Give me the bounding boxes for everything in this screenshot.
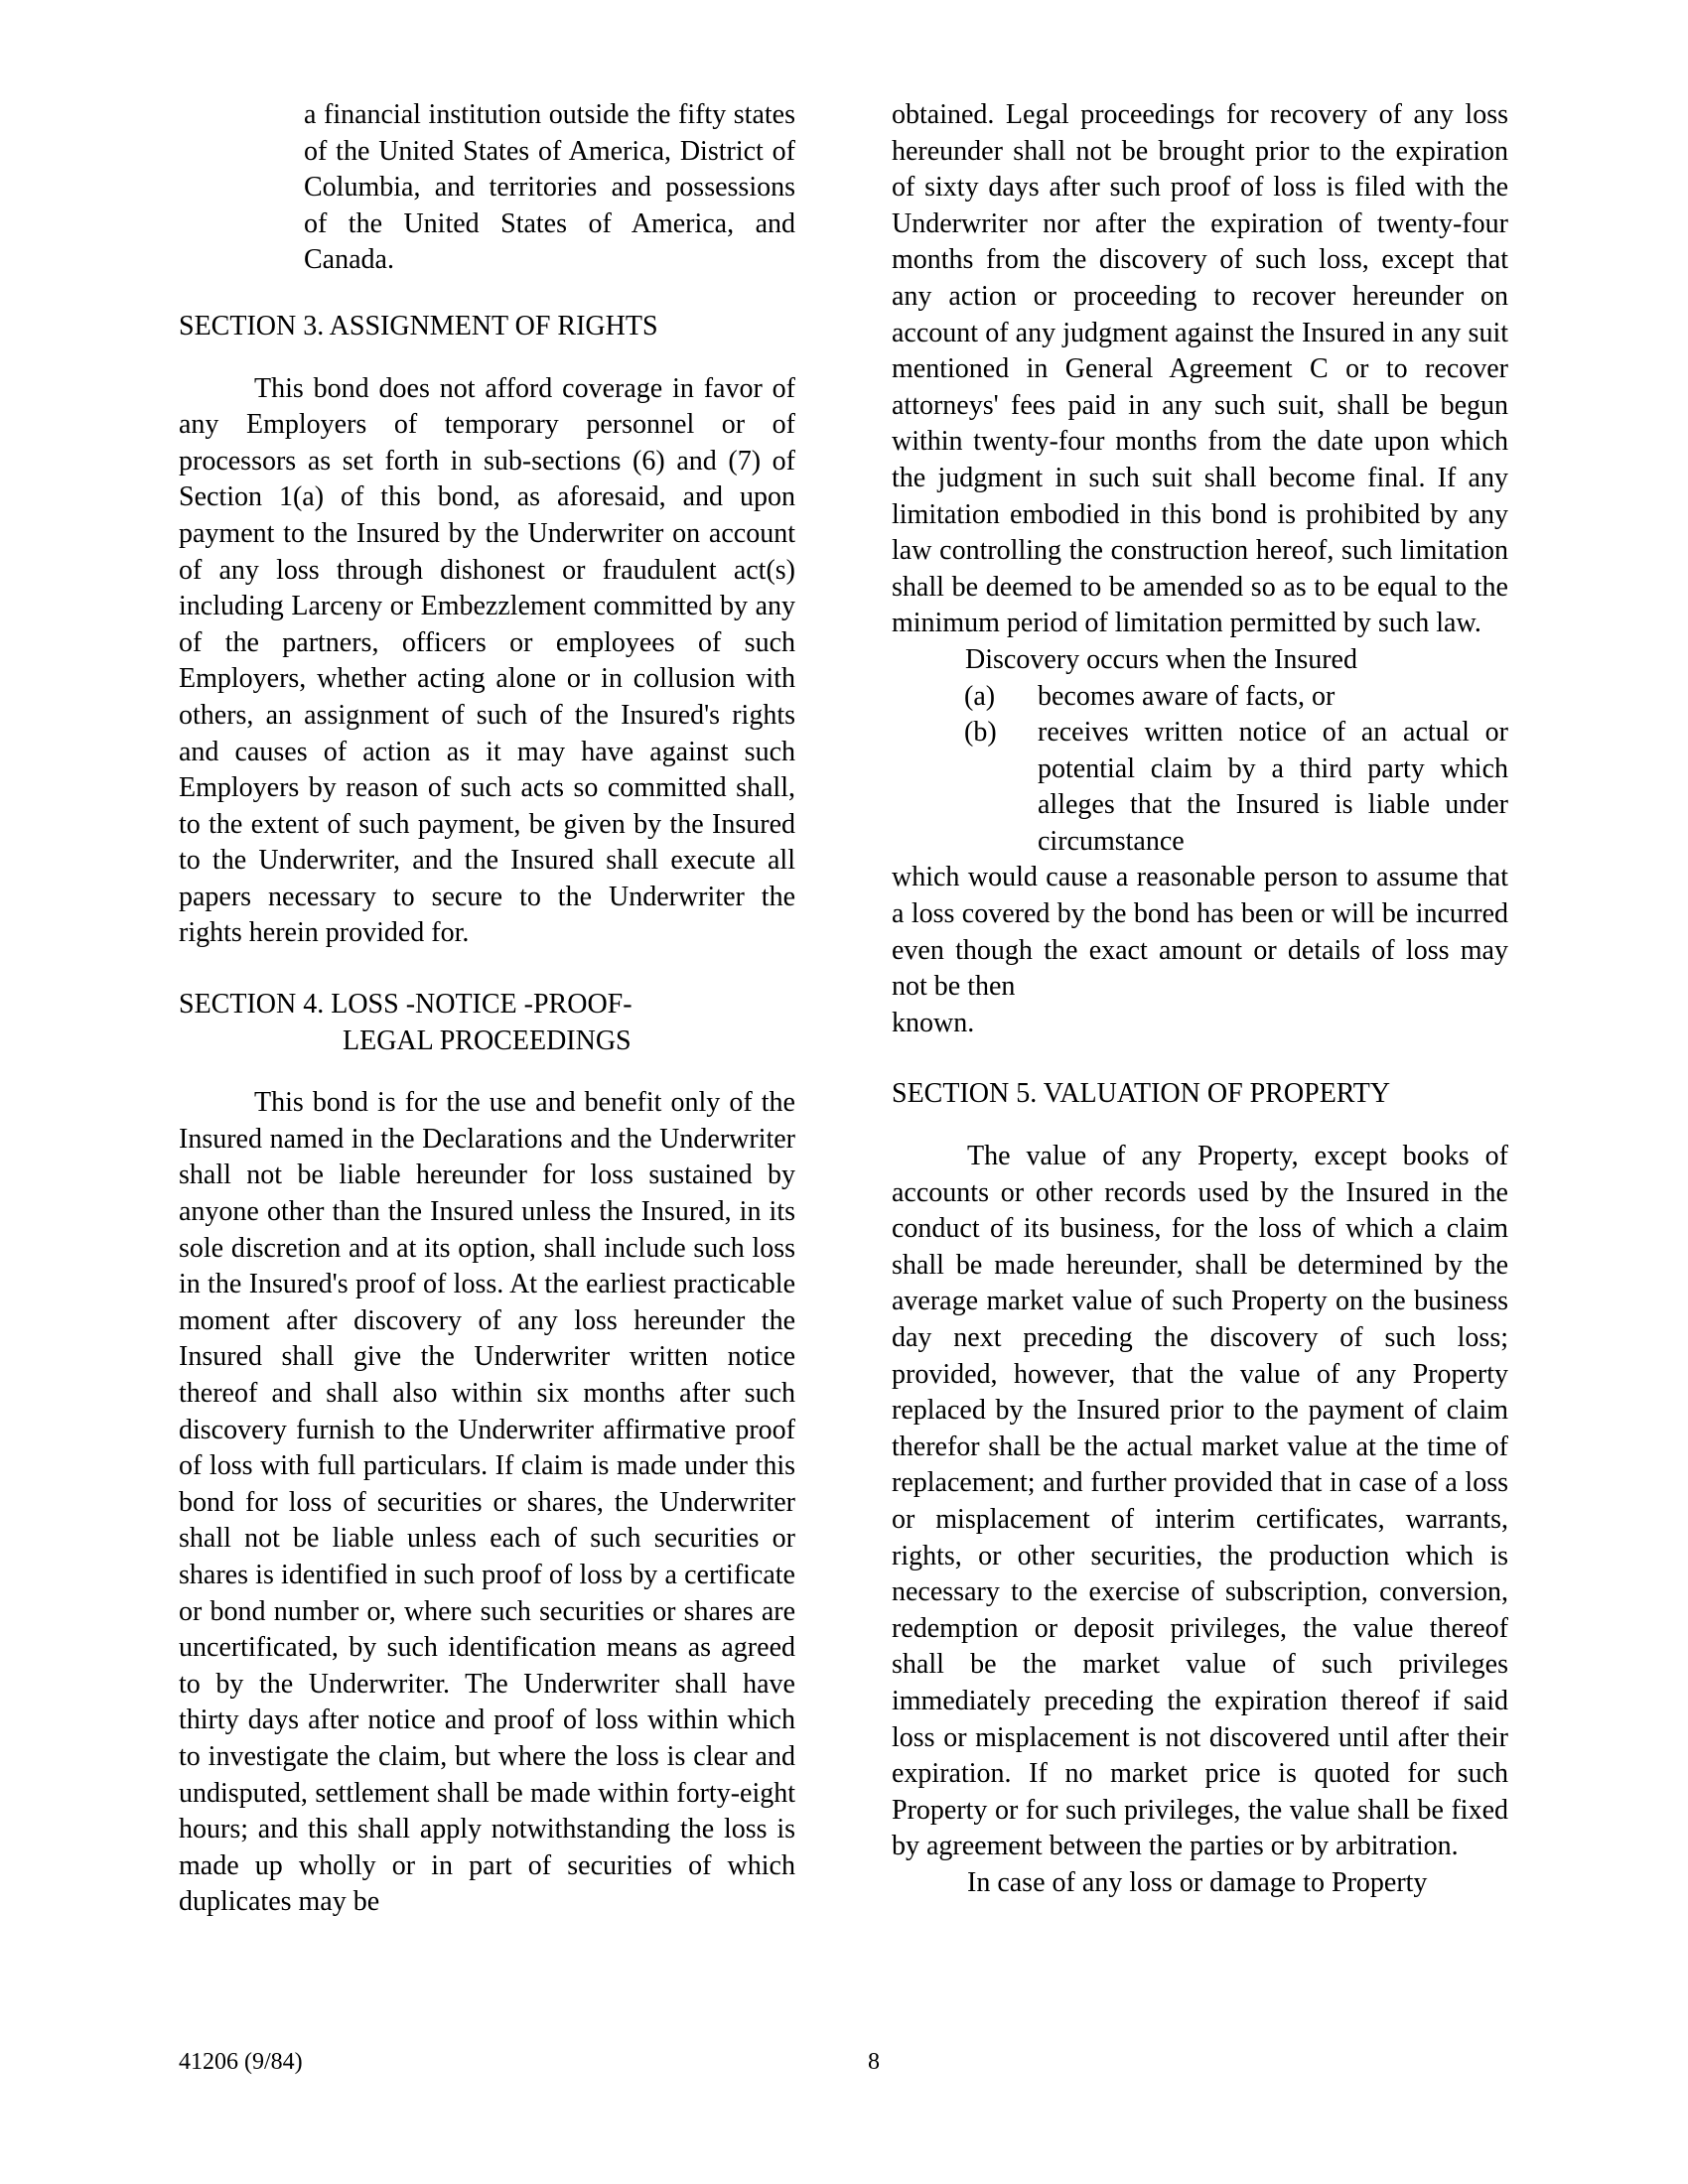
section-5-body: The value of any Property, except books of accounts or other records used by the Insured in the conduct of its business, for the loss of which a claim shall be made hereunder, shall be determined by the average market value of such Property on the business day next preceding the discovery of such loss; provided, however, that the value of any Property replaced by the Insured prior to the payment of claim therefor shall be the actual market value at the time of replacement; and further provided that in case of a loss or misplacement of interim certificates, warrants, rights, or other securities, the production which is necessary to the exercise of subscription, conversion, redemption or deposit privileges, the value thereof shall be the market value of such privileges immediately preceding the expiration thereof if said loss or misplacement is not discovered until after their expiration. If no market price is quoted for such Property or for such privileges, the value shall be fixed by agreement between the parties or by arbitration. (892, 1141, 1508, 1862)
page-number: 8 (868, 2049, 880, 2075)
discovery-tail-end: known. (892, 1007, 975, 1038)
discovery-item-label: (a) (964, 680, 996, 712)
form-number: 41206 (9/84) (179, 2049, 303, 2075)
section-4-heading-line-1: SECTION 4. LOSS -NOTICE -PROOF- (179, 989, 633, 1021)
discovery-intro: Discovery occurs when the Insured (965, 643, 1357, 675)
section-3-heading: SECTION 3. ASSIGNMENT OF RIGHTS (179, 310, 658, 341)
discovery-tail: which would cause a reasonable person to assume that a loss covered by the bond has been or will be incurred even though the exact amount or details of loss may not be then (892, 862, 1508, 1003)
discovery-item-b (892, 715, 1508, 860)
section-4-body: This bond is for the use and benefit only of the Insured named in the Declarations and the Underwriter shall not be liable hereunder for loss sustained by anyone other than the Insured unless the Insured, in its sole discretion and at its option, shall include such loss in the Insured's proof of loss. At the earliest practicable moment after discovery of any loss hereunder the Insured shall give the Underwriter written notice thereof and shall also within six months after such discovery furnish to the Underwriter affirmative proof of loss with full particulars. If claim is made under this bond for loss of securities or shares, the Underwriter shall not be liable unless each of such securities or shares is identified in such proof of loss by a certificate or bond number or, where such securities or shares are uncertificated, by such identification means as agreed to by the Underwriter. The Underwriter shall have thirty days after notice and proof of loss within which to investigate the claim, but where the loss is clear and undisputed, settlement shall be made within forty-eight hours; and this shall apply notwithstanding the loss is made up wholly or in part of securities of which duplicates may be (179, 1087, 795, 1918)
section-5-last-line: In case of any loss or damage to Property (967, 1866, 1428, 1898)
section-3-body: This bond does not afford coverage in favor of any Employers of temporary personnel or of processors as set forth in sub-sections (6) and (7) of Section 1(a) of this bond, as aforesaid, and upon payment to the Insured by the Underwriter on account of any loss through dishonest or fraudulent act(s) including Larceny or Embezzlement committed by any of the partners, officers or employees of such Employers, whether acting alone or in collusion with others, an assignment of such of the Insured's rights and causes of action as it may have against such Employers by reason of such acts so committed shall, to the extent of such payment, be given by the Insured to the Underwriter, and the Insured shall execute all papers necessary to secure to the Underwriter the rights herein provided for. (179, 372, 795, 949)
section-4-heading-line-2: LEGAL PROCEEDINGS (343, 1024, 632, 1056)
discovery-item-text: becomes aware of facts, or (1038, 680, 1336, 712)
section-4-continuation: obtained. Legal proceedings for recovery of any loss hereunder shall not be brought prior to the expiration of sixty days after such proof of loss is filed with the Underwriter nor after the expiration of twenty-four months from the discovery of such loss, except that any action or proceeding to recover hereunder on account of any judgment against the Insured in any suit mentioned in General Agreement C or to recover attorneys' fees paid in any such suit, shall be begun within twenty-four months from the date upon which the judgment in such suit shall become final. If any limitation embodied in this bond is prohibited by any law controlling the construction hereof, such limitation shall be deemed to be amended so as to be equal to the minimum period of limitation permitted by such law. (892, 99, 1508, 639)
discovery-item-label: (b) (964, 717, 997, 749)
discovery-item-a (892, 679, 1508, 716)
section-5-heading: SECTION 5. VALUATION OF PROPERTY (892, 1078, 1391, 1110)
left-intro-paragraph: a financial institution outside the fifty states of the United States of America, District of Columbia, and territories and possessions of the United States of America, and Canada. (304, 99, 795, 276)
left-column (179, 97, 795, 1921)
discovery-item-text: receives written notice of an actual or potential claim by a third party which alleges that the Insured is liable under circumstance (1038, 717, 1508, 857)
right-column (892, 97, 1508, 1902)
section-4-heading (179, 987, 795, 1059)
